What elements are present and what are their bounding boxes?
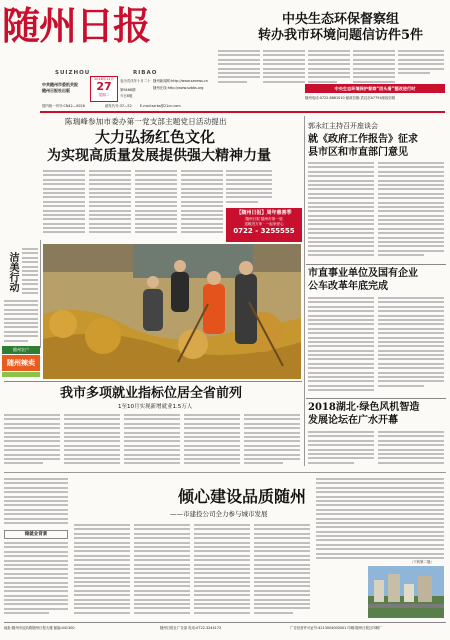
right-rule-1 xyxy=(306,264,446,265)
lead-text-col-4 xyxy=(181,170,223,238)
footer-rule xyxy=(4,622,446,623)
masthead-title: 随州日报 xyxy=(2,3,151,48)
masthead-rule xyxy=(40,111,445,113)
lunar-date: 农历戊戌年十月二十 xyxy=(120,79,151,83)
lead-title-2: 为实现高质量发展提供强大精神力量 xyxy=(47,148,271,164)
right-article3-title-1: 2018湖北·绿色风机智造 xyxy=(308,402,420,413)
right-title-2: 县市区和市直部门意见 xyxy=(308,147,408,158)
right-text-1b xyxy=(378,162,444,262)
right-col-divider xyxy=(304,116,305,466)
right-article2-title-2: 公车改革年底完成 xyxy=(308,281,388,292)
jobs-title: 我市多项就业指标位居全省前列 xyxy=(60,386,243,401)
right-text-3a xyxy=(308,431,374,465)
right-title-1: 就《政府工作报告》征求 xyxy=(308,134,418,145)
jobs-subtitle: 1至10月实现新增就业1.5万人 xyxy=(118,404,193,410)
photo-illustration xyxy=(43,244,301,379)
date-weekday: 星期二 xyxy=(98,93,110,98)
footer-ad-dept: 随州日报社广告部 电话:0722-3244173 xyxy=(160,626,222,630)
sidebar-vertical-title-text: 洁美行动 xyxy=(7,252,18,292)
bottom-rule xyxy=(4,472,446,473)
date-year: 2018年11月 xyxy=(94,77,114,81)
right-kicker: 郭永红主持召开座谈会 xyxy=(308,122,378,130)
city-construction-photo xyxy=(368,566,444,618)
top-news-text-col-2 xyxy=(263,50,305,88)
bottom-box-title-text: 稳就业背景 xyxy=(24,532,48,537)
bottom-left-text xyxy=(4,478,68,528)
lead-kicker: 陈瑞峰参加市委办第一党支部主题党日活动提出 xyxy=(65,117,227,126)
bottom-continue-caption: （下转第二版） xyxy=(410,560,434,564)
city-photo-illustration xyxy=(368,566,444,618)
footer-address: 地址:随州市迎宾路随州日报大楼 邮编:441300 xyxy=(4,626,75,630)
sidebar-vertical-title xyxy=(6,252,20,296)
bottom-box-title xyxy=(4,530,68,539)
publisher-line-1: 中共随州市委机关报 xyxy=(42,82,78,87)
top-news-banner-text: 中央生态环境保护督察“回头看”整改进行时 xyxy=(334,86,416,91)
bottom-title: 倾心建设品质随州 xyxy=(178,487,307,506)
lead-text-col-3 xyxy=(135,170,177,238)
charity-ad[interactable] xyxy=(226,208,302,242)
jobs-text-col-2 xyxy=(64,414,120,468)
website-2: 随州在线:http://www.szbbs.org xyxy=(153,86,204,90)
top-news-text-col-3 xyxy=(308,50,350,88)
postal-code: 邮发代号:37—52 xyxy=(105,104,132,108)
top-news-banner xyxy=(305,84,445,93)
jobs-rule xyxy=(4,381,302,382)
footer-license: 广告经营许可证号:4213004000001 印刷:随州日报社印刷厂 xyxy=(290,626,383,630)
date-box xyxy=(90,76,118,102)
top-news-title-1: 中央生态环保督察组 xyxy=(282,12,400,27)
lead-title-1: 大力弘扬红色文化 xyxy=(95,128,216,146)
date-day: 27 xyxy=(96,80,112,94)
right-text-2a xyxy=(308,297,374,395)
charity-ad-line-2: 送暖进万家 · 一起来爱心 xyxy=(244,222,284,226)
website-1: 随州新闻网:http://www.sznews.cn xyxy=(153,79,208,83)
issue-number: 第9466期 xyxy=(120,88,136,92)
jobs-text-col-4 xyxy=(184,414,240,468)
sidebar-logo-text: 随州辣卖 xyxy=(7,359,35,367)
charity-ad-line-1: 随州日报 随州市第一届 xyxy=(245,217,283,221)
bottom-text-col-2 xyxy=(134,524,190,618)
right-article2-title-1: 市直事业单位及国有企业 xyxy=(308,268,418,279)
lead-text-col-2 xyxy=(89,170,131,238)
lead-text-col-1 xyxy=(43,170,85,238)
sidebar-promo-banner[interactable] xyxy=(2,346,40,354)
masthead-pinyin-left: SUIZHOU xyxy=(55,70,91,76)
bottom-left-text-2 xyxy=(4,542,68,618)
bottom-text-col-4 xyxy=(254,524,310,618)
top-news-text-col-4 xyxy=(353,50,395,88)
bottom-text-col-1 xyxy=(74,524,130,618)
charity-ad-phone: 0722 - 3255555 xyxy=(233,227,295,235)
right-text-3b xyxy=(378,431,444,465)
sidebar-logo-banner[interactable] xyxy=(2,355,40,371)
top-news-text-col-5 xyxy=(398,50,444,80)
lead-text-col-5 xyxy=(226,170,272,206)
jobs-text-col-5 xyxy=(244,414,300,468)
bottom-subtitle: ——市建投公司全力参与城市发展 xyxy=(170,510,268,518)
sidebar-divider xyxy=(40,240,41,348)
jobs-text-col-3 xyxy=(124,414,180,468)
pages-today: 今日8版 xyxy=(120,94,133,98)
cn-number: 国内统一刊号:CN42—0026 xyxy=(42,104,85,108)
sidebar-text-right xyxy=(22,248,38,298)
volunteers-cleanup-photo xyxy=(43,244,301,379)
jobs-text-col-1 xyxy=(4,414,60,468)
charity-ad-title: 【随州日报】周年慈善季 xyxy=(236,210,292,216)
email: E-mail:szrbs@21cn.com xyxy=(140,104,181,108)
publisher-line-2: 随州日报社出版 xyxy=(42,88,70,93)
right-article3-title-2: 发展论坛在广水开幕 xyxy=(308,415,398,426)
sidebar-logo-footer xyxy=(2,372,40,377)
bottom-text-col-5 xyxy=(316,478,444,564)
masthead-pinyin-right: RIBAO xyxy=(133,70,158,76)
top-news-title-2: 转办我市环境问题信访件5件 xyxy=(258,28,424,43)
right-text-1a xyxy=(308,162,374,262)
sidebar-text xyxy=(4,300,38,345)
top-news-hotline: 随州电话:0722-8861010 邮政信箱:武汉市A7791邮政信箱 xyxy=(305,96,396,100)
right-rule-2 xyxy=(306,398,446,399)
sidebar-promo-text: 随州农户 xyxy=(13,347,29,352)
top-news-text-col-1 xyxy=(218,50,260,88)
bottom-text-col-3 xyxy=(194,524,250,618)
right-text-2b xyxy=(378,297,444,395)
